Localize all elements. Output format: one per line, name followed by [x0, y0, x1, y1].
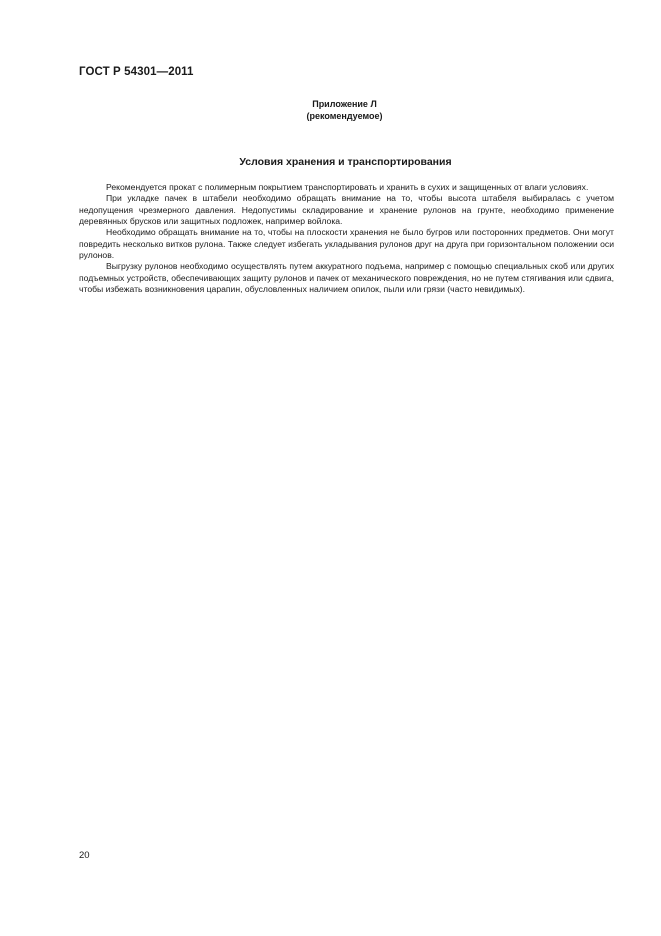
page-number: 20 — [79, 850, 90, 861]
section-title — [0, 156, 661, 168]
document-code: ГОСТ Р 54301—2011 — [79, 66, 194, 78]
appendix-status: (рекомендуемое) — [306, 111, 383, 121]
paragraph: При укладке пачек в штабели необходимо обращать внимание на то, чтобы высота штабеля выбиралась с учетом недопущения чрезмерного давления. Недопустимы складирование и хранение рулонов на грунте, необходимо применение деревянных брусков или защитных подложек, например войлока. — [79, 193, 614, 227]
section-title-text: Условия хранения и транспортирования — [239, 156, 452, 168]
appendix-title: Приложение Л — [312, 99, 377, 109]
paragraph: Рекомендуется прокат с полимерным покрытием транспортировать и хранить в сухих и защищенных от влаги условиях. — [106, 182, 589, 192]
paragraph: Выгрузку рулонов необходимо осуществлять путем аккуратного подъема, например с помощью специальных скоб или других подъемных устройств, обеспечивающих защиту рулонов и пачек от механического повреждения, но не путем стягивания или сдвига, чтобы избежать возникновения царапин, обусловленных наличием опилок, пыли или грязи (часто невидимых). — [79, 261, 614, 295]
paragraph: Необходимо обращать внимание на то, чтобы на плоскости хранения не было бугров или посторонних предметов. Они могут повредить несколько витков рулона. Также следует избегать укладывания рулонов друг на друга при горизонтальном положении оси рулонов. — [79, 227, 614, 261]
appendix-heading — [0, 98, 661, 122]
body-text — [79, 182, 614, 295]
